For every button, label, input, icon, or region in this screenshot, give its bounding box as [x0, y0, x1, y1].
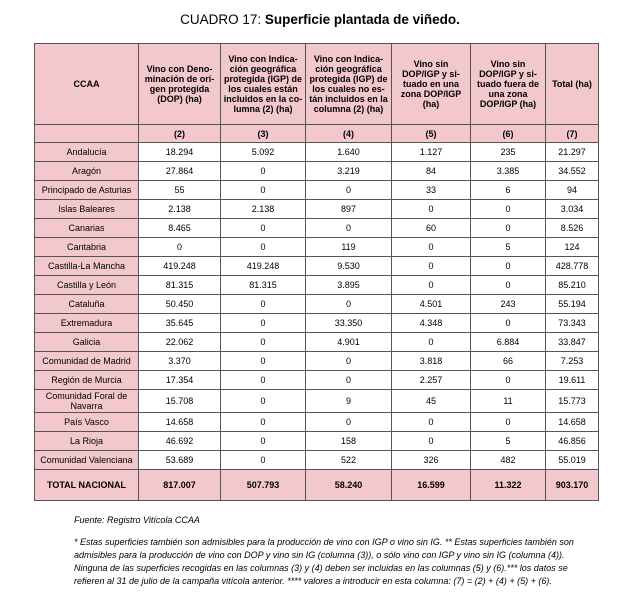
header-dop: Vino con Deno-minación de ori-gen protegida (DOP) (ha) — [139, 44, 221, 125]
region-name: Comunidad de Madrid — [35, 352, 139, 371]
table-cell: 85.210 — [546, 276, 599, 295]
table-cell: 66 — [471, 352, 546, 371]
table-cell: 235 — [471, 143, 546, 162]
region-name: Castilla-La Mancha — [35, 257, 139, 276]
table-cell: 0 — [221, 162, 306, 181]
table-cell: 15.773 — [546, 390, 599, 413]
column-number-row — [35, 125, 599, 143]
table-cell: 119 — [306, 238, 392, 257]
table-cell: 0 — [221, 219, 306, 238]
region-name: País Vasco — [35, 413, 139, 432]
total-cell: 817.007 — [139, 470, 221, 501]
column-number: (7) — [546, 125, 599, 143]
table-row — [35, 219, 599, 238]
table-cell: 0 — [471, 257, 546, 276]
header-igp-not-included: Vino con Indica-ción geográfica protegida (IGP) de los cuales no es-tán incluidos en la columna (2) (ha) — [306, 44, 392, 125]
table-cell: 19.611 — [546, 371, 599, 390]
table-cell: 4.348 — [392, 314, 471, 333]
region-name: Castilla y León — [35, 276, 139, 295]
total-cell: 16.599 — [392, 470, 471, 501]
table-cell: 0 — [471, 413, 546, 432]
table-cell: 419.248 — [139, 257, 221, 276]
table-body — [35, 143, 599, 470]
region-name: Comunidad Valenciana — [35, 451, 139, 470]
table-cell: 428.778 — [546, 257, 599, 276]
table-cell: 0 — [221, 314, 306, 333]
table-cell: 55 — [139, 181, 221, 200]
header-no-dop-outside: Vino sin DOP/IGP y si-tuado fuera de una zona DOP/IGP (ha) — [471, 44, 546, 125]
table-cell: 897 — [306, 200, 392, 219]
total-cell: 58.240 — [306, 470, 392, 501]
table-cell: 27.864 — [139, 162, 221, 181]
table-cell: 5.092 — [221, 143, 306, 162]
table-cell: 46.692 — [139, 432, 221, 451]
region-name: Islas Baleares — [35, 200, 139, 219]
table-row — [35, 390, 599, 413]
table-cell: 81.315 — [139, 276, 221, 295]
table-cell: 0 — [471, 371, 546, 390]
table-cell: 46.856 — [546, 432, 599, 451]
table-cell: 0 — [221, 371, 306, 390]
total-label: TOTAL NACIONAL — [35, 470, 139, 501]
table-cell: 53.689 — [139, 451, 221, 470]
region-name: Galicia — [35, 333, 139, 352]
table-cell: 2.138 — [139, 200, 221, 219]
source-note: Fuente: Registro Vitícola CCAA — [74, 515, 200, 525]
table-cell: 0 — [306, 219, 392, 238]
table-cell: 243 — [471, 295, 546, 314]
table-cell: 0 — [306, 371, 392, 390]
table-cell: 522 — [306, 451, 392, 470]
table-cell: 1.127 — [392, 143, 471, 162]
table-cell: 0 — [392, 200, 471, 219]
total-cell: 507.793 — [221, 470, 306, 501]
table-cell: 84 — [392, 162, 471, 181]
table-cell: 60 — [392, 219, 471, 238]
table-row — [35, 295, 599, 314]
table-cell: 21.297 — [546, 143, 599, 162]
table-row — [35, 333, 599, 352]
table-cell: 55.019 — [546, 451, 599, 470]
table-cell: 3.385 — [471, 162, 546, 181]
table-cell: 8.465 — [139, 219, 221, 238]
table-cell: 2.138 — [221, 200, 306, 219]
footnotes: * Estas superficies también son admisibles para la producción de vino con IGP o vino sin IG. ** Estas superficies también son admisibles para la producción de vino con DOP y vino sin IG (columna (3)), o sólo vino con IGP y vino sin IG (columna (4)). Ninguna de las superficies recogidas en las columnas (3) y (4) deben ser incluidas en las columnas (5) y (6).*** los datos se refieren al 31 de julio de la campaña vitícola anterior. **** valores a introducir en esta columna: (7) = (2) + (4) + (5) + (6). — [74, 537, 574, 586]
table-cell: 3.219 — [306, 162, 392, 181]
table-cell: 0 — [221, 432, 306, 451]
table-cell: 0 — [392, 257, 471, 276]
region-name: Cataluña — [35, 295, 139, 314]
table-cell: 6.884 — [471, 333, 546, 352]
table-cell: 0 — [221, 238, 306, 257]
table-cell: 2.257 — [392, 371, 471, 390]
column-number: (6) — [471, 125, 546, 143]
table-cell: 0 — [392, 413, 471, 432]
table-cell: 9 — [306, 390, 392, 413]
column-number: (2) — [139, 125, 221, 143]
table-cell: 0 — [306, 181, 392, 200]
region-name: Aragón — [35, 162, 139, 181]
table-cell: 6 — [471, 181, 546, 200]
table-row — [35, 238, 599, 257]
total-cell: 11.322 — [471, 470, 546, 501]
table-cell: 22.062 — [139, 333, 221, 352]
table-cell: 0 — [471, 314, 546, 333]
header-ccaa: CCAA — [35, 44, 139, 125]
table-cell: 11 — [471, 390, 546, 413]
column-number: (5) — [392, 125, 471, 143]
table-cell: 81.315 — [221, 276, 306, 295]
table-cell: 326 — [392, 451, 471, 470]
total-row — [35, 470, 599, 501]
table-row — [35, 352, 599, 371]
table-cell: 0 — [221, 413, 306, 432]
table-cell: 1.640 — [306, 143, 392, 162]
region-name: La Rioja — [35, 432, 139, 451]
vineyard-table — [34, 43, 599, 501]
table-cell: 3.370 — [139, 352, 221, 371]
table-cell: 0 — [471, 219, 546, 238]
table-cell: 8.526 — [546, 219, 599, 238]
table-cell: 9.530 — [306, 257, 392, 276]
table-cell: 4.901 — [306, 333, 392, 352]
table-cell: 33.350 — [306, 314, 392, 333]
table-cell: 0 — [471, 200, 546, 219]
region-name: Andalucía — [35, 143, 139, 162]
table-cell: 5 — [471, 432, 546, 451]
table-cell: 0 — [392, 432, 471, 451]
column-number: (3) — [221, 125, 306, 143]
title-prefix: CUADRO 17: — [180, 12, 262, 27]
region-name: Extremadura — [35, 314, 139, 333]
region-name: Comunidad Foral de Navarra — [35, 390, 139, 413]
table-cell: 14.658 — [546, 413, 599, 432]
column-number-empty — [35, 125, 139, 143]
table-cell: 7.253 — [546, 352, 599, 371]
table-cell: 55.194 — [546, 295, 599, 314]
header-row — [35, 44, 599, 125]
table-row — [35, 276, 599, 295]
title-main: Superficie plantada de viñedo. — [264, 12, 460, 27]
header-total: Total (ha) — [546, 44, 599, 125]
table-cell: 0 — [221, 181, 306, 200]
table-cell: 0 — [139, 238, 221, 257]
table-cell: 0 — [221, 333, 306, 352]
table-row — [35, 413, 599, 432]
header-igp-included: Vino con Indica-ción geográfica protegida (IGP) de los cuales están incluidos en la co-lumna (2) (ha) — [221, 44, 306, 125]
table-cell: 482 — [471, 451, 546, 470]
region-name: Principado de Asturias — [35, 181, 139, 200]
table-cell: 0 — [306, 295, 392, 314]
table-cell: 50.450 — [139, 295, 221, 314]
table-title — [0, 12, 640, 27]
table-cell: 419.248 — [221, 257, 306, 276]
table-cell: 3.895 — [306, 276, 392, 295]
table-cell: 45 — [392, 390, 471, 413]
table-cell: 0 — [392, 333, 471, 352]
header-no-dop-inside: Vino sin DOP/IGP y si-tuado en una zona DOP/IGP (ha) — [392, 44, 471, 125]
table-cell: 0 — [306, 413, 392, 432]
table-row — [35, 181, 599, 200]
table-cell: 4.501 — [392, 295, 471, 314]
table-row — [35, 162, 599, 181]
table-cell: 33 — [392, 181, 471, 200]
table-cell: 33.847 — [546, 333, 599, 352]
region-name: Cantabria — [35, 238, 139, 257]
table-cell: 73.343 — [546, 314, 599, 333]
table-cell: 3.034 — [546, 200, 599, 219]
table-cell: 17.354 — [139, 371, 221, 390]
table-row — [35, 371, 599, 390]
table-cell: 124 — [546, 238, 599, 257]
table-cell: 35.645 — [139, 314, 221, 333]
table-row — [35, 314, 599, 333]
table-cell: 15.708 — [139, 390, 221, 413]
table-cell: 5 — [471, 238, 546, 257]
table-row — [35, 432, 599, 451]
table-cell: 0 — [221, 295, 306, 314]
column-number: (4) — [306, 125, 392, 143]
total-cell: 903.170 — [546, 470, 599, 501]
table-cell: 0 — [221, 451, 306, 470]
table-cell: 94 — [546, 181, 599, 200]
table-cell: 0 — [221, 352, 306, 371]
table-cell: 0 — [306, 352, 392, 371]
table-cell: 0 — [471, 276, 546, 295]
table-cell: 158 — [306, 432, 392, 451]
table-cell: 18.294 — [139, 143, 221, 162]
region-name: Canarias — [35, 219, 139, 238]
table-cell: 0 — [392, 238, 471, 257]
table-cell: 0 — [221, 390, 306, 413]
table-cell: 3.818 — [392, 352, 471, 371]
table-cell: 14.658 — [139, 413, 221, 432]
table-cell: 0 — [392, 276, 471, 295]
table-row — [35, 257, 599, 276]
table-row — [35, 200, 599, 219]
table-cell: 34.552 — [546, 162, 599, 181]
table-row — [35, 143, 599, 162]
region-name: Región de Murcia — [35, 371, 139, 390]
table-row — [35, 451, 599, 470]
